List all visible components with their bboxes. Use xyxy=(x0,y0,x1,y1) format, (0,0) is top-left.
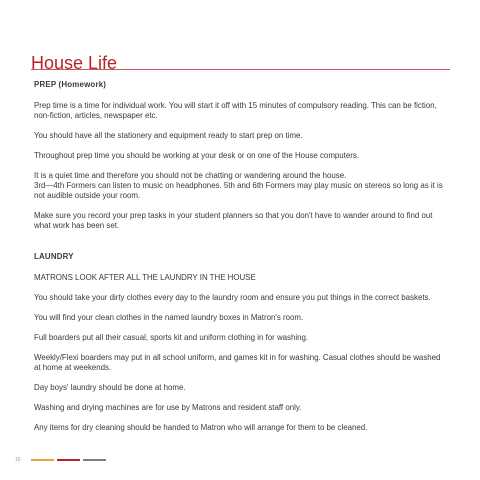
laundry-paragraph: MATRONS LOOK AFTER ALL THE LAUNDRY IN THE HOUSE xyxy=(34,273,256,282)
footer-bar-red xyxy=(57,459,80,461)
title-divider xyxy=(31,69,450,70)
laundry-paragraph: Full boarders put all their casual, sports kit and uniform clothing in for washing. xyxy=(34,333,309,342)
laundry-heading: LAUNDRY xyxy=(34,252,74,261)
prep-section xyxy=(34,80,446,231)
prep-paragraph: Make sure you record your prep tasks in your student planners so that you don't have to wander around to find out what work has been set. xyxy=(34,211,433,230)
prep-paragraph: It is a quiet time and therefore you should not be chatting or wandering around the house. 3rd—4th Formers can listen to music on headphones. 5th and 6th Formers may play music on stereos so long as it is not audible outside your room. xyxy=(34,171,443,200)
laundry-paragraph: Washing and drying machines are for use by Matrons and resident staff only. xyxy=(34,403,302,412)
page-footer xyxy=(15,455,109,465)
laundry-paragraph: You should take your dirty clothes every day to the laundry room and ensure you put things in the correct baskets. xyxy=(34,293,431,302)
page-number: 16 xyxy=(15,457,21,463)
prep-paragraph: You should have all the stationery and equipment ready to start prep on time. xyxy=(34,131,303,140)
laundry-paragraph: Weekly/Flexi boarders may put in all school uniform, and games kit in for washing. Casual clothes should be washed at home at weekends. xyxy=(34,353,441,372)
laundry-paragraph: You will find your clean clothes in the named laundry boxes in Matron's room. xyxy=(34,313,304,322)
prep-paragraph: Prep time is a time for individual work. You will start it off with 15 minutes of compulsory reading. This can be fiction, non-fiction, articles, newspaper etc. xyxy=(34,101,437,120)
page-title: House Life xyxy=(31,53,118,74)
footer-bar-grey xyxy=(83,459,106,461)
laundry-paragraph: Day boys' laundry should be done at home. xyxy=(34,383,186,392)
laundry-section xyxy=(34,252,446,433)
prep-paragraph: Throughout prep time you should be working at your desk or on one of the House computers. xyxy=(34,151,360,160)
section-spacer xyxy=(34,241,446,252)
prep-heading: PREP (Homework) xyxy=(34,80,107,89)
laundry-paragraph: Any items for dry cleaning should be handed to Matron who will arrange for them to be cleaned. xyxy=(34,423,368,432)
footer-bar-orange xyxy=(31,459,54,461)
page-content xyxy=(34,80,446,443)
